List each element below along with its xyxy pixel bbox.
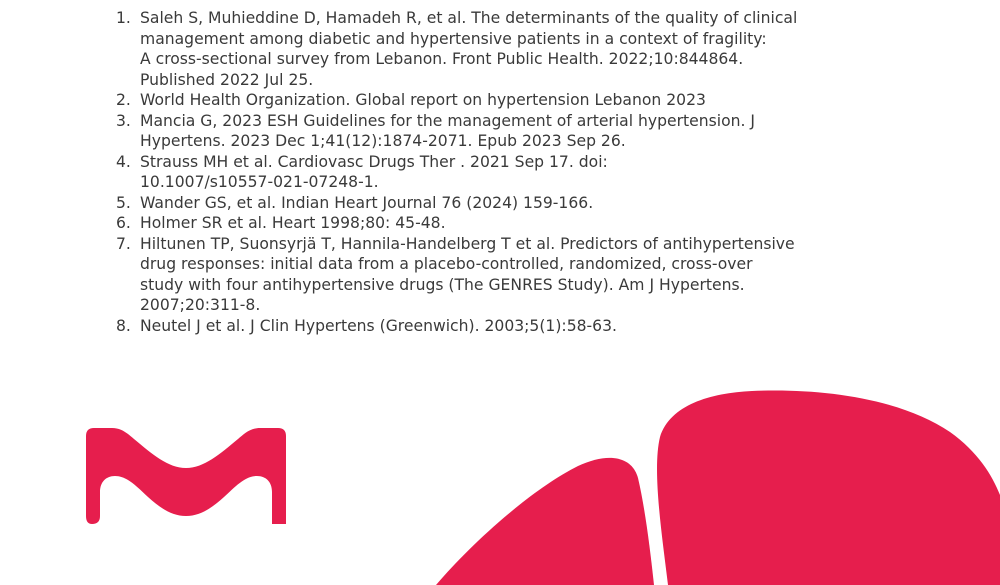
reference-text	[140, 234, 906, 316]
reference-line: Holmer SR et al. Heart 1998;80: 45-48.	[140, 214, 446, 232]
reference-item	[116, 316, 906, 337]
reference-text	[140, 111, 906, 152]
reference-item	[116, 8, 906, 90]
reference-line: Published 2022 Jul 25.	[140, 70, 314, 89]
reference-line: Neutel J et al. J Clin Hypertens (Greenwich). 2003;5(1):58-63.	[140, 316, 617, 335]
reference-line: management among diabetic and hypertensive patients in a context of fragility:	[140, 29, 767, 48]
reference-line: study with four antihypertensive drugs (The GENRES Study). Am J Hypertens.	[140, 275, 745, 294]
reference-number: 7.	[116, 234, 131, 253]
brand-m-logo-shape	[86, 428, 286, 524]
reference-text	[140, 193, 906, 214]
reference-item	[116, 111, 906, 152]
reference-line: Wander GS, et al. Indian Heart Journal 76 (2024) 159-166.	[140, 193, 594, 212]
reference-text	[140, 8, 906, 90]
reference-line: World Health Organization. Global report on hypertension Lebanon 2023	[140, 91, 706, 109]
reference-line: Mancia G, 2023 ESH Guidelines for the management of arterial hypertension. J	[140, 111, 756, 130]
reference-line: Strauss MH et al. Cardiovasc Drugs Ther . 2021 Sep 17. doi:	[140, 152, 608, 171]
reference-item	[116, 193, 906, 214]
reference-line: Saleh S, Muhieddine D, Hamadeh R, et al. The determinants of the quality of clinical	[140, 9, 798, 27]
reference-number: 4.	[116, 152, 131, 171]
reference-line: 2007;20:311-8.	[140, 296, 261, 314]
brand-m-logo-icon	[86, 428, 286, 524]
reference-line: Hypertens. 2023 Dec 1;41(12):1874-2071. Epub 2023 Sep 26.	[140, 132, 626, 150]
reference-line: 10.1007/s10557-021-07248-1.	[140, 173, 379, 191]
reference-number: 8.	[116, 316, 131, 335]
reference-item	[116, 152, 906, 193]
reference-item	[116, 90, 906, 111]
reference-number: 2.	[116, 91, 131, 109]
reference-line: Hiltunen TP, Suonsyrjä T, Hannila-Handelberg T et al. Predictors of antihypertensive	[140, 234, 795, 253]
reference-text	[140, 213, 906, 234]
reference-text	[140, 316, 906, 337]
reference-number: 6.	[116, 214, 131, 232]
reference-text	[140, 90, 906, 111]
left-blob-shape	[436, 458, 654, 585]
reference-number: 1.	[116, 9, 131, 27]
reference-line: A cross-sectional survey from Lebanon. Front Public Health. 2022;10:844864.	[140, 50, 744, 68]
reference-number: 5.	[116, 193, 131, 212]
reference-item	[116, 213, 906, 234]
reference-text	[140, 152, 906, 193]
reference-line: drug responses: initial data from a placebo-controlled, randomized, cross-over	[140, 255, 753, 273]
reference-number: 3.	[116, 111, 131, 130]
reference-item	[116, 234, 906, 316]
reference-list	[116, 8, 906, 336]
right-blob-shape	[657, 390, 1000, 585]
